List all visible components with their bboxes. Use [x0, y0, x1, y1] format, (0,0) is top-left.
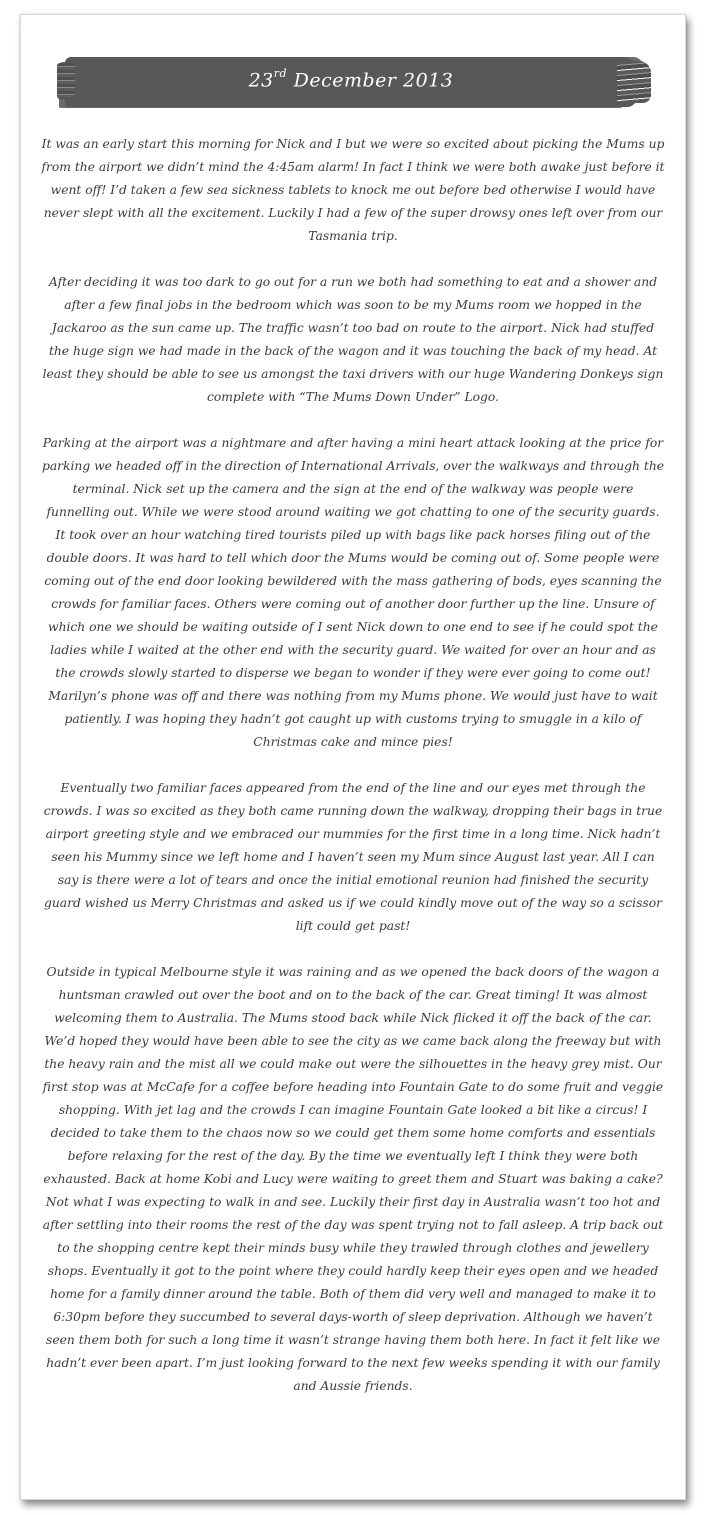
paragraph-2: After deciding it was too dark to go out for a run we both had something to eat and a shower and after a few final jobs in the bedroom which was soon to be my Mums room we hopped in the Jackaroo as the sun came up. The traffic wasn’t too bad on route to the airport. Nick had stuffed the huge sign we had made in the back of the wagon and it was touching the back of my head. At least they should be able to see us amongst the taxi drivers with our huge Wandering Donkeys sign complete with “The Mums Down Under” Logo. [42, 275, 664, 404]
journal-page [20, 14, 686, 1500]
date-day: 23 [248, 69, 274, 92]
paragraph-4: Eventually two familiar faces appeared from the end of the line and our eyes met through the crowds. I was so excited as they both came running down the walkway, dropping their bags in true airport greeting style and we embraced our mummies for the first time in a long time. Nick hadn’t seen his Mummy since we left home and I haven’t seen my Mum since August last year. All I can say is there were a lot of tears and once the initial emotional reunion had finished the security guard wished us Merry Christmas and asked us if we could kindly move out of the way so a scissor lift could get past! [43, 781, 663, 933]
paragraph-1: It was an early start this morning for Nick and I but we were so excited about picking the Mums up from the airport we didn’t mind the 4:45am alarm! In fact I think we were both awake just before it went off! I’d taken a few sea sickness tablets to knock me out before bed otherwise I would have never slept with all the excitement. Luckily I had a few of the super drowsy ones left over from our Tasmania trip. [41, 137, 665, 243]
post-body [41, 133, 665, 1398]
date-ordinal: rd [273, 67, 288, 80]
date-banner [65, 57, 637, 107]
date-month-year: December 2013 [287, 69, 454, 92]
paragraph-5: Outside in typical Melbourne style it was raining and as we opened the back doors of the wagon a huntsman crawled out over the boot and on to the back of the car. Great timing! It was almost welcoming them to Australia. The Mums stood back while Nick flicked it off the back of the car. We’d hoped they would have been able to see the city as we came back along the freeway but with the heavy rain and the mist all we could make out were the silhouettes in the heavy grey mist. Our first stop was at McCafe for a coffee before heading into Fountain Gate to do some fruit and veggie shopping. With jet lag and the crowds I can imagine Fountain Gate looked a bit like a circus! I decided to take them to the chaos now so we could get them some home comforts and essentials before relaxing for the rest of the day. By the time we eventually left I think they were both exhausted. Back at home Kobi and Lucy were waiting to greet them and Stuart was baking a cake? Not what I was expecting to walk in and see. Luckily their first day in Australia wasn’t too hot and after settling into their rooms the rest of the day was spent trying not to fall asleep. A trip back out to the shopping centre kept their minds busy while they trawled through clothes and jewellery shops. Eventually it got to the point where they could hardly keep their eyes open and we headed home for a family dinner around the table. Both of them did very well and managed to make it to 6:30pm before they succumbed to several days-worth of sleep deprivation. Although we haven’t seen them both for such a long time it wasn’t strange having them both here. In fact it felt like we hadn’t ever been apart. I’m just looking forward to the next few weeks spending it with our family and Aussie friends. [42, 965, 664, 1393]
post-date-title [65, 69, 637, 91]
paragraph-3: Parking at the airport was a nightmare and after having a mini heart attack looking at the price for parking we headed off in the direction of International Arrivals, over the walkways and through the terminal. Nick set up the camera and the sign at the end of the walkway was people were funnelling out. While we were stood around waiting we got chatting to one of the security guards. It took over an hour watching tired tourists piled up with bags like pack horses filing out of the double doors. It was hard to tell which door the Mums would be coming out of. Some people were coming out of the end door looking bewildered with the mass gathering of bods, eyes scanning the crowds for familiar faces. Others were coming out of another door further up the line. Unsure of which one we should be waiting outside of I sent Nick down to one end to see if he could spot the ladies while I waited at the other end with the security guard. We waited for over an hour and as the crowds slowly started to disperse we began to wonder if they were ever going to come out! Marilyn’s phone was off and there was nothing from my Mums phone. We would just have to wait patiently. I was hoping they hadn’t got caught up with customs trying to smuggle in a kilo of Christmas cake and mince pies! [41, 436, 665, 749]
